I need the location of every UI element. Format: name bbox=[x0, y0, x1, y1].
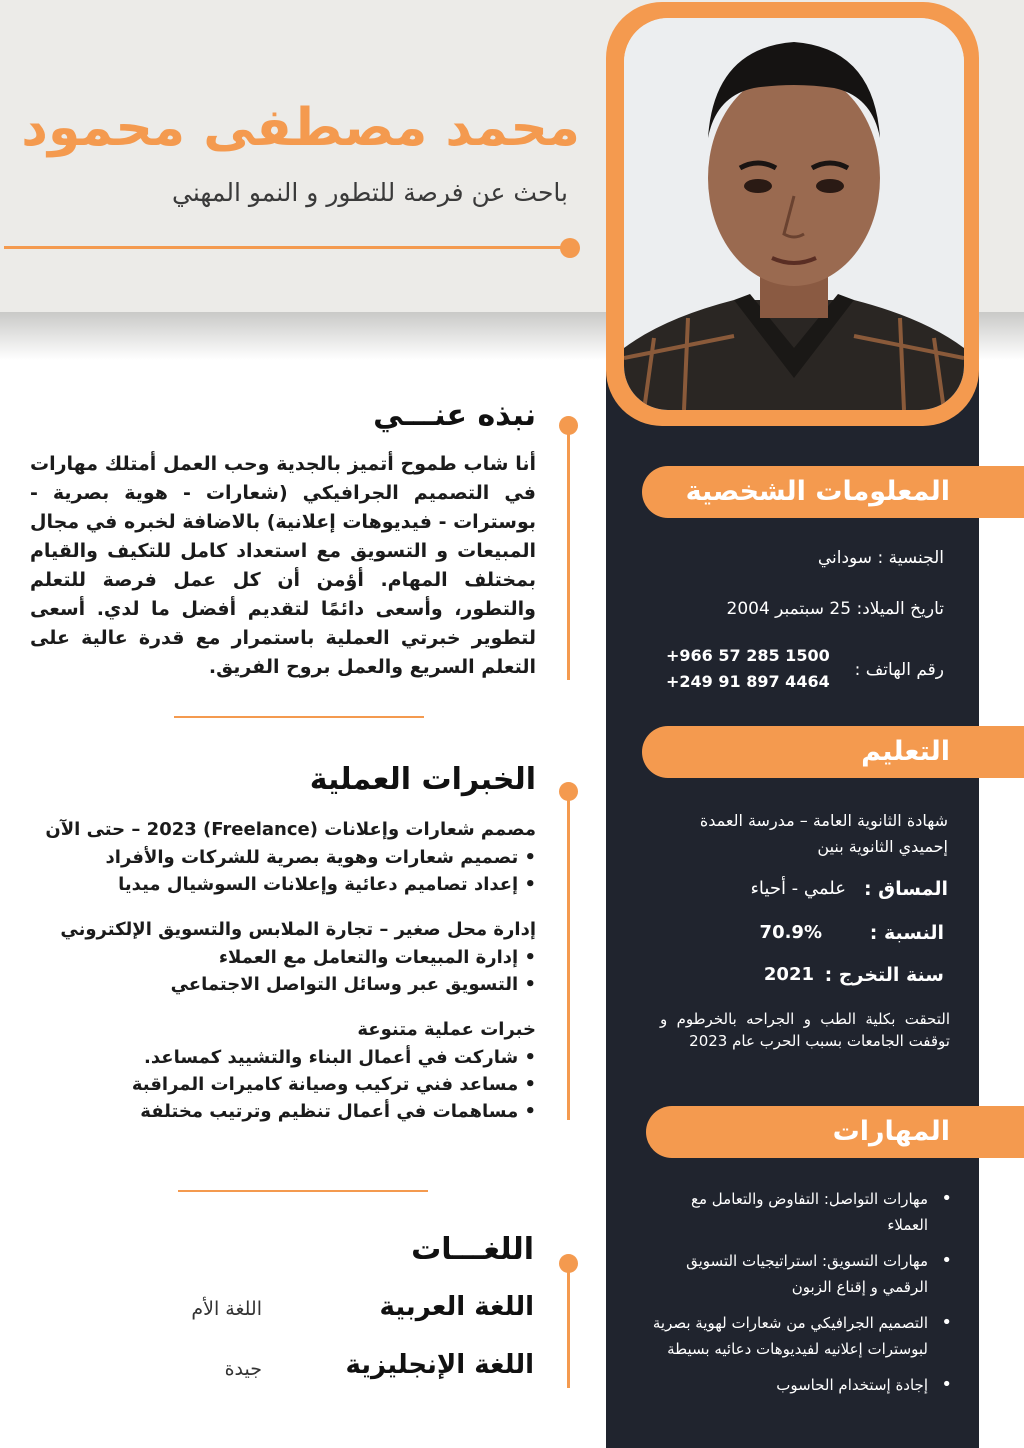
experience-item: • إدارة المبيعات والتعامل مع العملاء bbox=[218, 947, 536, 968]
language-level: جيدة bbox=[224, 1358, 262, 1380]
experience-title: إدارة محل صغير – تجارة الملابس والتسويق الإلكتروني bbox=[60, 919, 536, 940]
experience-title: مصمم شعارات وإعلانات (Freelance) 2023 – حتى الآن bbox=[45, 819, 536, 840]
header-divider bbox=[4, 246, 570, 249]
personal-info-heading: المعلومات الشخصية bbox=[642, 466, 1024, 518]
experience-block bbox=[132, 1016, 536, 1125]
experience-heading: الخبرات العملية bbox=[309, 762, 536, 797]
phone-number-2: +249 91 897 4464 bbox=[666, 672, 830, 691]
skill-item: • إجادة إستخدام الحاسوب bbox=[650, 1372, 956, 1398]
skill-item: • مهارات التواصل: التفاوض والتعامل مع العملاء bbox=[650, 1186, 956, 1238]
experience-timeline bbox=[567, 790, 570, 1120]
section-divider bbox=[178, 1190, 428, 1192]
skills-list bbox=[650, 1186, 956, 1408]
graduation-label: سنة التخرج : bbox=[824, 964, 944, 986]
language-name: اللغة العربية bbox=[379, 1292, 534, 1322]
phone-label: رقم الهاتف : bbox=[854, 660, 944, 680]
section-divider bbox=[174, 716, 424, 718]
experience-item: • إعداد تصاميم دعائية وإعلانات السوشيال ميديا bbox=[118, 874, 536, 895]
experience-item: • التسويق عبر وسائل التواصل الاجتماعي bbox=[170, 974, 536, 995]
birth-date: تاريخ الميلاد: 25 سبتمبر 2004 bbox=[726, 599, 944, 619]
nationality: الجنسية : سوداني bbox=[817, 548, 944, 568]
profile-photo bbox=[624, 18, 964, 410]
track-value: علمي - أحياء bbox=[750, 878, 846, 899]
graduation-year: 2021 bbox=[763, 964, 814, 985]
education-heading: التعليم bbox=[642, 726, 1024, 778]
experience-title: خبرات عملية متنوعة bbox=[357, 1019, 536, 1040]
experience-item: • شاركت في أعمال البناء والتشييد كمساعد. bbox=[144, 1047, 536, 1068]
skill-item: • التصميم الجرافيكي من شعارات لهوية بصرية لبوسترات إعلانيه لفيديوهات دعائيه بسيطة bbox=[650, 1310, 956, 1362]
experience-block bbox=[45, 816, 536, 898]
experience-item: • مساعد فني تركيب وصيانة كاميرات المراقبة bbox=[131, 1074, 536, 1095]
experience-item: • تصميم شعارات وهوية بصرية للشركات والأفراد bbox=[105, 847, 536, 868]
person-subtitle: باحث عن فرصة للتطور و النمو المهني bbox=[172, 178, 568, 207]
experience-item: • مساهمات في أعمال تنظيم وترتيب مختلفة bbox=[140, 1101, 536, 1122]
about-heading: نبذه عنـــي bbox=[373, 398, 536, 433]
skills-heading: المهارات bbox=[646, 1106, 1024, 1158]
school-name: شهادة الثانوية العامة – مدرسة العمدة إحميدي الثانوية بنين bbox=[699, 811, 948, 856]
header-divider-dot bbox=[560, 238, 580, 258]
phone-number-1: +966 57 285 1500 bbox=[666, 646, 830, 665]
language-name: اللغة الإنجليزية bbox=[345, 1350, 534, 1380]
languages-heading: اللغـــات bbox=[411, 1232, 534, 1267]
person-name: محمد مصطفى محمود bbox=[21, 98, 580, 158]
education-note: التحقت بكلية الطب و الجراحه بالخرطوم و توقفت الجامعات بسبب الحرب عام 2023 bbox=[660, 1010, 950, 1050]
score-label: النسبة : bbox=[869, 922, 944, 944]
about-text: أنا شاب طموح أتميز بالجدية وحب العمل أمتلك مهارات في التصميم الجرافيكي (شعارات - هوية بصرية - بوسترات - فيديوهات إعلانية) بالاضافة لخبره في مجال المبيعات و التسويق مع استعداد كامل للتكيف والقيام بمختلف المهام. أؤمن أن كل عمل فرصة للتعلم والتطور، وأسعى دائمًا لتقديم أفضل ما لدي. أسعى لتطوير خبرتي العملية باستمرار مع قدرة عالية على التعلم السريع والعمل بروح الفريق. bbox=[30, 453, 536, 678]
track-label: المساق : bbox=[863, 878, 948, 900]
experience-block bbox=[60, 916, 536, 998]
score-value: 70.9% bbox=[759, 922, 822, 943]
skill-item: • مهارات التسويق: استراتيجيات التسويق الرقمي و إقناع الزبون bbox=[650, 1248, 956, 1300]
about-timeline bbox=[567, 424, 570, 680]
language-level: اللغة الأم bbox=[191, 1298, 262, 1320]
languages-timeline bbox=[567, 1262, 570, 1388]
